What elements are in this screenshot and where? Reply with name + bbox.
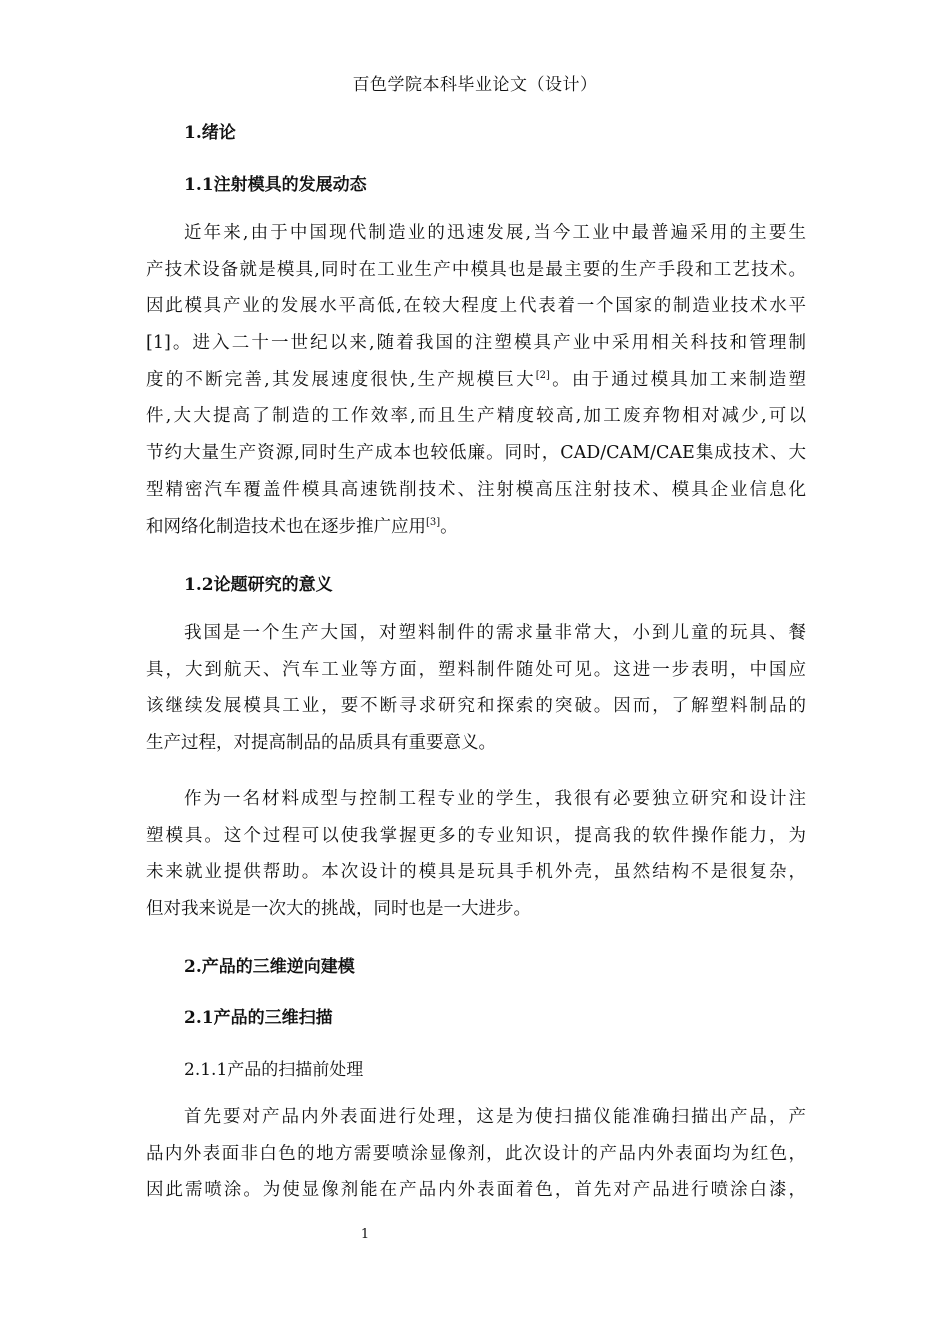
page-header: 百色学院本科毕业论文（设计） [352, 75, 598, 95]
text-line: [1]。进入二十一世纪以来,随着我国的注塑模具产业中采用相关科技和管理制 [146, 333, 806, 354]
text-line: 该继续发展模具工业，要不断寻求研究和探索的突破。因而，了解塑料制品的 [146, 696, 806, 717]
section-heading-1-2: 1.2论题研究的意义 [184, 575, 333, 595]
text-line: 因此模具产业的发展水平高低,在较大程度上代表着一个国家的制造业技术水平 [146, 296, 806, 317]
text-line: 作为一名材料成型与控制工程专业的学生，我很有必要独立研究和设计注 [184, 789, 806, 809]
text-line: 近年来,由于中国现代制造业的迅速发展,当今工业中最普遍采用的主要生 [184, 223, 806, 243]
text-line: 塑模具。这个过程可以使我掌握更多的专业知识，提高我的软件操作能力，为 [146, 825, 806, 846]
text-line: 首先要对产品内外表面进行处理，这是为使扫描仪能准确扫描出产品，产 [184, 1107, 806, 1127]
text-line [146, 362, 806, 399]
section-heading-2-1: 2.1产品的三维扫描 [184, 1008, 333, 1028]
page-number: 1 [360, 1227, 370, 1242]
citation-2: [2] [535, 369, 550, 381]
text-line: 我国是一个生产大国，对塑料制件的需求量非常大，小到儿童的玩具、餐 [184, 623, 806, 643]
section-heading-1-1: 1.1注射模具的发展动态 [184, 175, 367, 195]
text-segment: 度的不断完善,其发展速度很快,生产规模巨大 [146, 369, 536, 390]
text-line: 品内外表面非白色的地方需要喷涂显像剂，此次设计的产品内外表面均为红色， [146, 1143, 806, 1164]
text-line: 但对我来说是一次大的挑战，同时也是一大进步。 [146, 899, 531, 920]
section-heading-2-1-1: 2.1.1产品的扫描前处理 [184, 1060, 364, 1080]
paragraph-3 [146, 781, 806, 928]
text-segment: 和网络化制造技术也在逐步推广应用 [146, 516, 426, 537]
text-line: 未来就业提供帮助。本次设计的模具是玩具手机外壳，虽然结构不是很复杂， [146, 862, 806, 883]
text-line: 因此需喷涂。为使显像剂能在产品内外表面着色，首先对产品进行喷涂白漆， [146, 1180, 806, 1201]
text-line: 件,大大提高了制造的工作效率,而且生产精度较高,加工废弃物相对减少,可以 [146, 406, 806, 427]
text-line: 产技术设备就是模具,同时在工业生产中模具也是最主要的生产手段和工艺技术。 [146, 259, 806, 280]
paragraph-2 [146, 615, 806, 762]
paragraph-4 [146, 1099, 806, 1209]
text-line: 生产过程，对提高制品的品质具有重要意义。 [146, 733, 496, 754]
paragraph-1 [146, 215, 806, 545]
text-segment: 。由于通过模具加工来制造塑 [549, 369, 806, 390]
text-line: 型精密汽车覆盖件模具高速铣削技术、注射模高压注射技术、模具企业信息化 [146, 479, 806, 500]
text-line [146, 509, 806, 546]
text-line: 节约大量生产资源,同时生产成本也较低廉。同时，CAD/CAM/CAE集成技术、大 [146, 443, 806, 464]
section-heading-1: 1.绪论 [184, 123, 236, 143]
text-line: 具，大到航天、汽车工业等方面，塑料制件随处可见。这进一步表明，中国应 [146, 659, 806, 680]
text-segment: 。 [440, 516, 458, 537]
section-heading-2: 2.产品的三维逆向建模 [184, 957, 355, 977]
citation-3: [3] [426, 516, 441, 528]
